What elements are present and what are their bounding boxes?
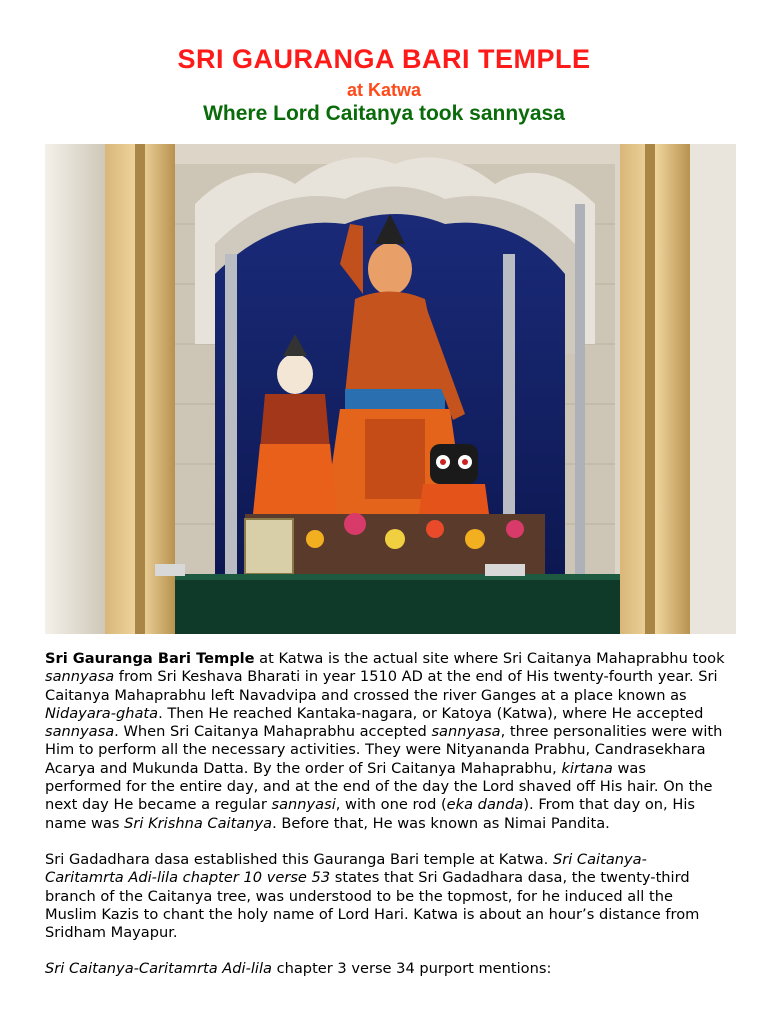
article-body bbox=[45, 650, 725, 997]
temple-name-bold: Sri Gauranga Bari Temple bbox=[45, 650, 255, 667]
paragraph-2: Sri Gadadhara dasa established this Gauranga Bari temple at Katwa. Sri Caitanya-Caritamrta Adi-lila chapter 10 verse 53 states that Sri Gadadhara dasa, the twenty-third branch of the Caitanya tree, was understood to be the topmost, for he induced all the Muslim Kazis to chant the holy name of Lord Hari. Katwa is about an hour’s distance from Sridham Mayapur. bbox=[45, 850, 700, 942]
page-title: SRI GAURANGA BARI TEMPLE bbox=[177, 44, 591, 74]
page-tagline: Where Lord Caitanya took sannyasa bbox=[203, 102, 565, 125]
page-subtitle: at Katwa bbox=[346, 80, 422, 100]
temple-altar-photo bbox=[45, 144, 736, 634]
paragraph-3: Sri Caitanya-Caritamrta Adi-lila chapter 3 verse 34 purport mentions: bbox=[45, 960, 552, 978]
paragraph-1: Sri Gauranga Bari Temple at Katwa is the actual site where Sri Caitanya Mahaprabhu took sannyasa from Sri Keshava Bharati in year 1510 AD at the end of His twenty-fourth year. Sri Caitanya Mahaprabhu left Navadvipa and crossed the river Ganges at a place known as Nidayara-ghata. Then He reached Kantaka-nagara, or Katoya (Katwa), where He accepted sannyasa. When Sri Caitanya Mahaprabhu accepted sannyasa, three personalities were with Him to perform all the necessary activities. They were Nityananda Prabhu, Candrasekhara Acarya and Mukunda Datta. By the order of Sri Caitanya Mahaprabhu, kirtana was performed for the entire day, and at the end of the day the Lord shaved off His hair. On the next day He became a regular sannyasi, with one rod (eka danda). From that day on, His name was Sri Krishna Caitanya. Before that, He was known as Nimai Pandita. bbox=[45, 650, 725, 832]
